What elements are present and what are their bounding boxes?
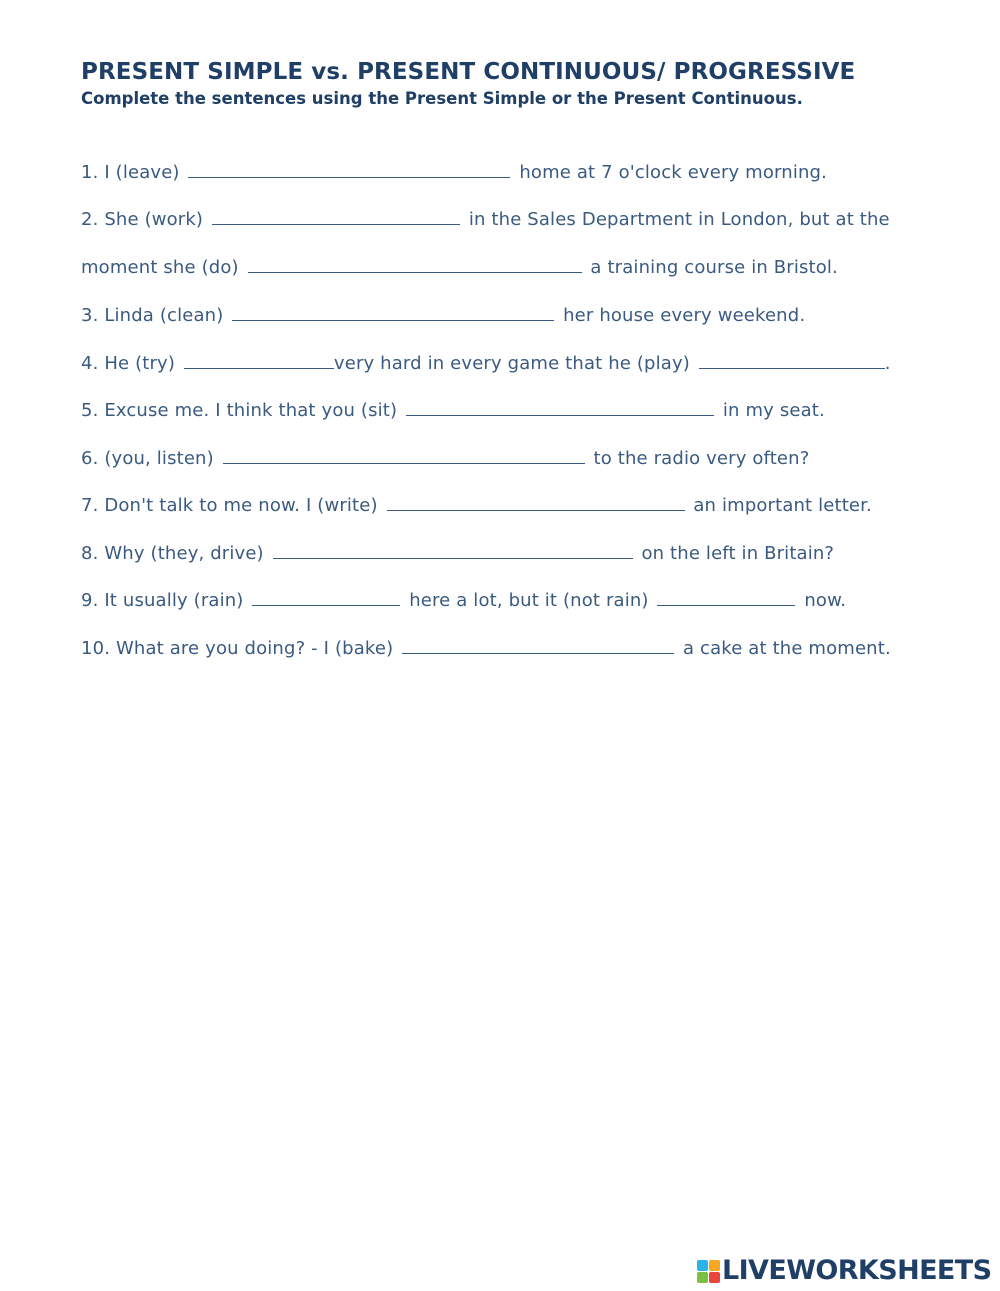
line-text-before: 5. Excuse me. I think that you (sit) [81, 400, 398, 421]
line-text-before: moment she (do) [81, 257, 239, 278]
line-text-after: her house every weekend. [563, 305, 806, 326]
line-text-after: in my seat. [722, 400, 825, 421]
exercise-line-5 [81, 397, 825, 424]
line-text-after: in the Sales Department in London, but at the [468, 209, 890, 230]
logo-tile [697, 1260, 708, 1271]
answer-blank[interactable] [252, 587, 400, 606]
answer-blank[interactable] [223, 445, 585, 464]
line-text-after: a cake at the moment. [683, 638, 891, 659]
instructions: Complete the sentences using the Present Simple or the Present Continuous. [81, 89, 803, 108]
line-text-after: an important letter. [693, 495, 872, 516]
logo-tiles-icon [697, 1260, 720, 1283]
exercise-line-4 [81, 350, 891, 377]
exercise-line-9 [81, 587, 846, 614]
line-text-middle: here a lot, but it (not rain) [409, 590, 649, 611]
line-text-after: to the radio very often? [593, 448, 810, 469]
page-title: PRESENT SIMPLE vs. PRESENT CONTINUOUS/ PROGRESSIVE [81, 59, 856, 85]
answer-blank[interactable] [273, 540, 633, 559]
logo-tile [709, 1260, 720, 1271]
answer-blank[interactable] [184, 350, 334, 369]
line-text-before: 6. (you, listen) [81, 448, 214, 469]
logo-tile [697, 1272, 708, 1283]
exercise-line-7 [81, 492, 872, 519]
answer-blank[interactable] [232, 302, 554, 321]
exercise-line-2 [81, 206, 890, 233]
line-text-before: 1. I (leave) [81, 162, 180, 183]
line-text-before: 7. Don't talk to me now. I (write) [81, 495, 378, 516]
line-text-after: on the left in Britain? [641, 543, 835, 564]
exercise-line-6 [81, 445, 809, 472]
line-text-before: 3. Linda (clean) [81, 305, 224, 326]
line-text-after: . [884, 353, 891, 374]
worksheet-header [81, 58, 961, 111]
liveworksheets-logo [697, 1256, 991, 1286]
line-text-before: 4. He (try) [81, 353, 176, 374]
answer-blank[interactable] [406, 397, 714, 416]
line-text-before: 10. What are you doing? - I (bake) [81, 638, 394, 659]
answer-blank[interactable] [248, 254, 582, 273]
line-text-after: home at 7 o'clock every morning. [519, 162, 827, 183]
exercise-line-1 [81, 159, 827, 186]
exercise-line-3 [81, 302, 805, 329]
line-text-middle: very hard in every game that he (play) [333, 353, 690, 374]
line-text-before: 8. Why (they, drive) [81, 543, 264, 564]
exercise-line-8 [81, 540, 834, 567]
exercise-line-2-continued [81, 254, 838, 281]
answer-blank[interactable] [212, 206, 460, 225]
answer-blank-2[interactable] [699, 350, 885, 369]
line-text-after: now. [804, 590, 847, 611]
answer-blank[interactable] [188, 159, 510, 178]
line-text-before: 9. It usually (rain) [81, 590, 244, 611]
answer-blank-2[interactable] [657, 587, 795, 606]
line-text-after: a training course in Bristol. [590, 257, 838, 278]
answer-blank[interactable] [387, 492, 685, 511]
logo-text: LIVEWORKSHEETS [722, 1255, 992, 1286]
logo-tile [709, 1272, 720, 1283]
exercise-line-10 [81, 635, 891, 662]
answer-blank[interactable] [402, 635, 674, 654]
line-text-before: 2. She (work) [81, 209, 204, 230]
